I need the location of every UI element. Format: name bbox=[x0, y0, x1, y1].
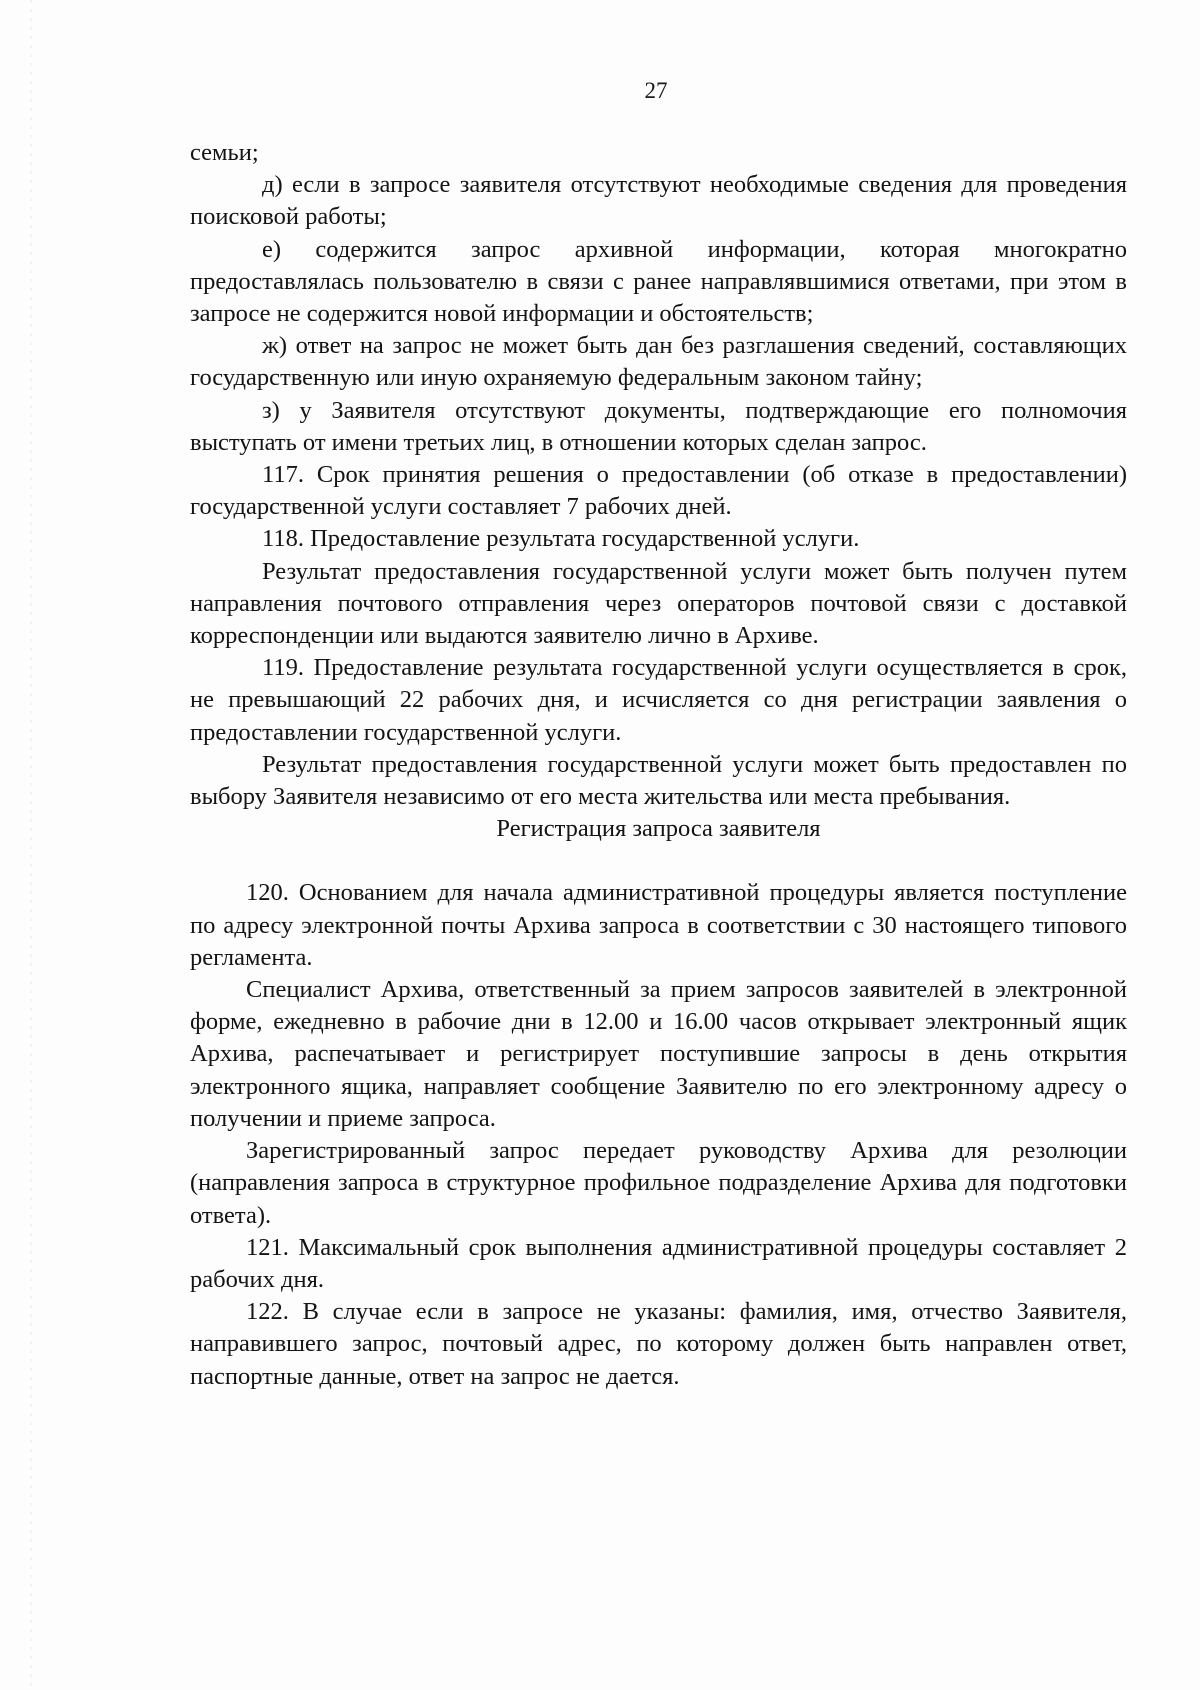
page-number: 27 bbox=[644, 78, 668, 103]
section-heading: Регистрация запроса заявителя bbox=[496, 815, 821, 843]
document-body bbox=[190, 137, 1127, 1393]
paragraph: 122. В случае если в запросе не указаны: фамилия, имя, отчество Заявителя, направившего запрос, почтовый адрес, по которому должен быть направлен ответ, паспортные данные, ответ на запрос не дается. bbox=[190, 1298, 1127, 1390]
paragraph: з) у Заявителя отсутствуют документы, подтверждающие его полномочия выступать от имени третьих лиц, в отношении которых сделан запрос. bbox=[190, 396, 1127, 456]
paragraph: 120. Основанием для начала административной процедуры является поступление по адресу электронной почты Архива запроса в соответствии с 30 настоящего типового регламента. bbox=[190, 879, 1127, 971]
paragraph: ж) ответ на запрос не может быть дан без разглашения сведений, составляющих государственную или иную охраняемую федеральным законом тайну; bbox=[190, 332, 1127, 392]
paragraph: 119. Предоставление результата государственной услуги осуществляется в срок, не превышающий 22 рабочих дня, и исчисляется со дня регистрации заявления о предоставлении государственной услуги. bbox=[190, 654, 1127, 746]
paragraph: 121. Максимальный срок выполнения административной процедуры составляет 2 рабочих дня. bbox=[190, 1233, 1127, 1293]
paragraph: Специалист Архива, ответственный за прием запросов заявителей в электронной форме, ежедневно в рабочие дни в 12.00 и 16.00 часов открывает электронный ящик Архива, распечатывает и регистрирует поступившие запросы в день открытия электронного ящика, направляет сообщение Заявителю по его электронному адресу о получении и приеме запроса. bbox=[190, 976, 1127, 1132]
paragraph: Зарегистрированный запрос передает руководству Архива для резолюции (направления запроса в структурное профильное подразделение Архива для подготовки ответа). bbox=[190, 1137, 1127, 1229]
paragraph: 117. Срок принятия решения о предоставлении (об отказе в предоставлении) государственной услуги составляет 7 рабочих дней. bbox=[190, 461, 1127, 521]
paragraph: 118. Предоставление результата государственной услуги. bbox=[262, 525, 860, 553]
paragraph: д) если в запросе заявителя отсутствуют необходимые сведения для проведения поисковой работы; bbox=[190, 171, 1127, 231]
scan-edge-artifact bbox=[30, 0, 32, 1690]
paragraph: Результат предоставления государственной услуги может быть предоставлен по выбору Заявителя независимо от его места жительства или места пребывания. bbox=[190, 750, 1127, 811]
paragraph: семьи; bbox=[190, 139, 259, 166]
paragraph: е) содержится запрос архивной информации, которая многократно предоставлялась пользователю в связи с ранее направлявшимися ответами, при этом в запросе не содержится новой информации и обстоятельств; bbox=[190, 235, 1127, 328]
paragraph: Результат предоставления государственной услуги может быть получен путем направления почтового отправления через операторов почтовой связи с доставкой корреспонденции или выдаются заявителю лично в Архиве. bbox=[190, 557, 1127, 650]
